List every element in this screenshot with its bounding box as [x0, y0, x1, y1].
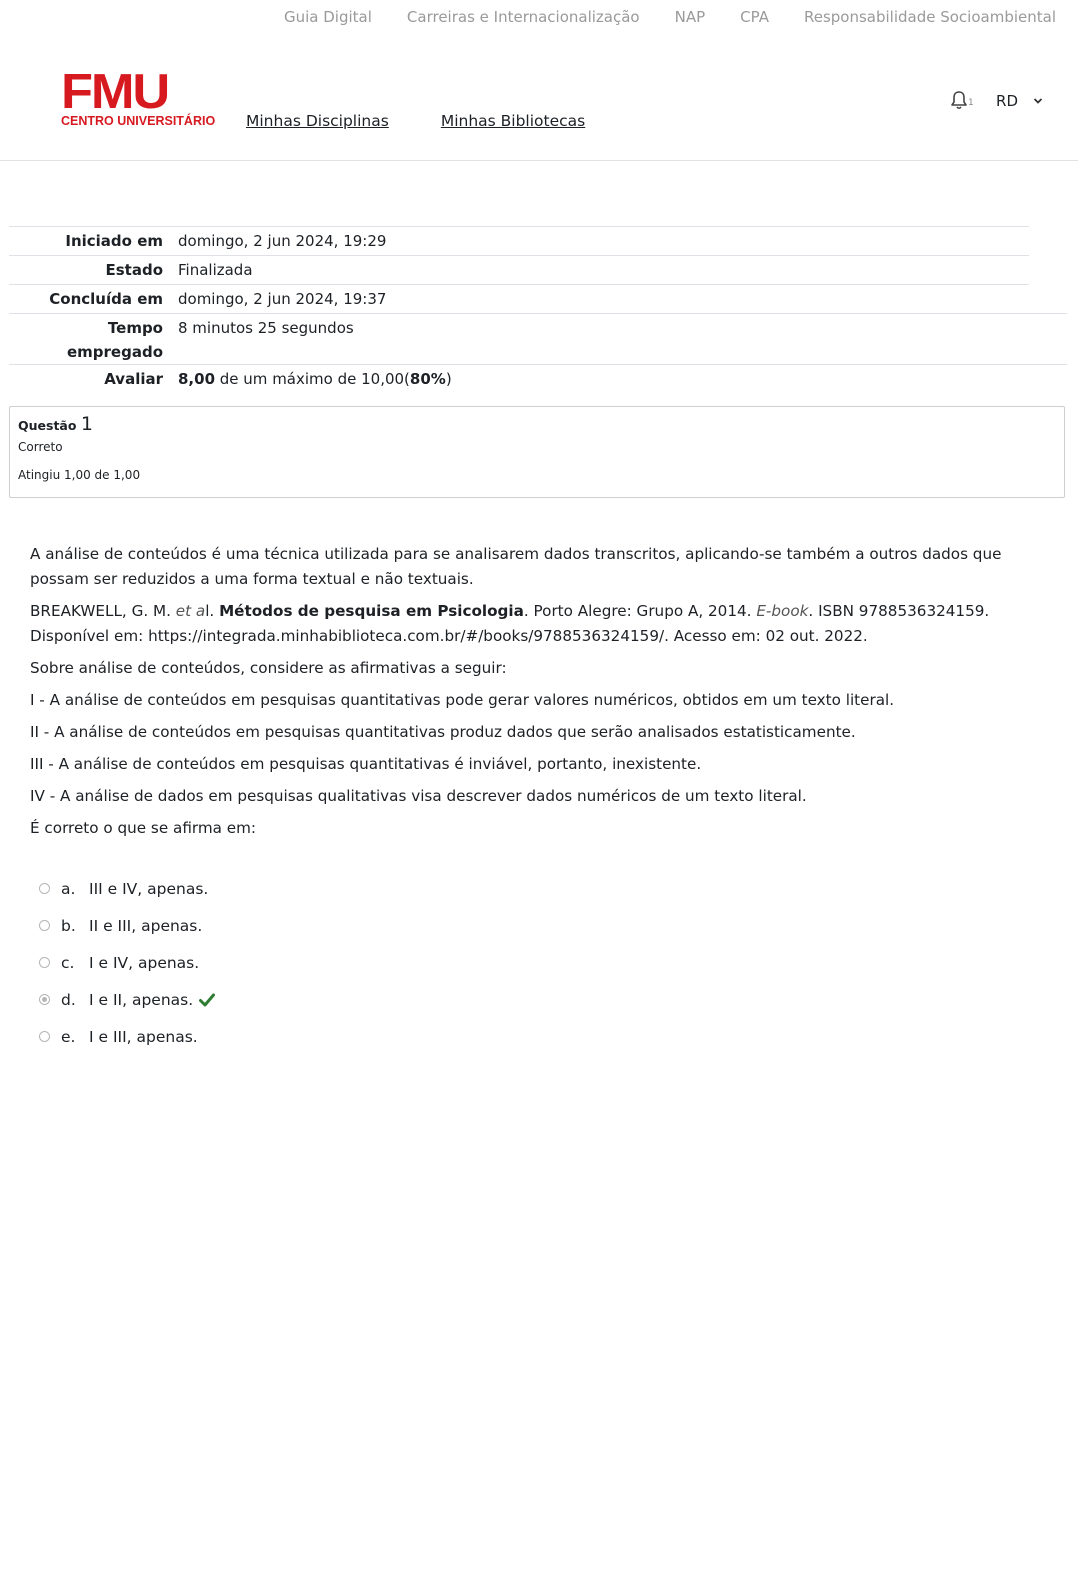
logo-mark: FMU	[61, 65, 169, 119]
question-grade: Atingiu 1,00 de 1,00	[18, 468, 141, 482]
check-icon	[199, 993, 215, 1007]
statement-iv: IV - A análise de dados em pesquisas qualitativas visa descrever dados numéricos de um texto literal.	[30, 787, 807, 805]
completed-label: Concluída em	[49, 290, 163, 308]
question-prompt: Sobre análise de conteúdos, considere as afirmativas a seguir:	[30, 659, 507, 677]
fmu-logo[interactable]	[61, 65, 216, 128]
summary-row-time	[9, 313, 1067, 364]
answer-option-d[interactable]	[39, 981, 215, 1018]
question-label: Questão	[18, 418, 77, 433]
question-state: Correto	[18, 440, 63, 454]
bell-icon	[950, 90, 968, 110]
question-number-value: 1	[80, 413, 93, 435]
option-letter-e: e.	[61, 1027, 76, 1046]
started-label: Iniciado em	[65, 232, 163, 250]
statement-iii: III - A análise de conteúdos em pesquisas quantitativas é inviável, portanto, inexistente.	[30, 755, 702, 773]
summary-row-started	[9, 226, 1029, 255]
ref-et-al: et a	[175, 602, 206, 620]
grade-max-text: de um máximo de 10,00(	[215, 370, 410, 388]
radio-a[interactable]	[39, 883, 50, 894]
chevron-down-icon[interactable]	[1032, 95, 1044, 107]
ref-title: Métodos de pesquisa em Psicologia	[219, 602, 524, 620]
user-initials[interactable]: RD	[996, 92, 1018, 110]
ref-ebook: E-book	[756, 602, 809, 620]
question-text	[30, 542, 1050, 848]
option-text-d: I e II, apenas.	[89, 990, 194, 1009]
completed-value: domingo, 2 jun 2024, 19:37	[178, 290, 387, 308]
option-text-c: I e IV, apenas.	[89, 953, 200, 972]
statement-i: I - A análise de conteúdos em pesquisas quantitativas pode gerar valores numéricos, obtidos em um texto literal.	[30, 691, 895, 709]
time-label	[9, 314, 178, 364]
ref-author: BREAKWELL, G. M.	[30, 602, 176, 620]
answer-option-e[interactable]	[39, 1018, 215, 1055]
grade-value	[178, 365, 452, 393]
answer-option-c[interactable]	[39, 944, 215, 981]
statement-ii: II - A análise de conteúdos em pesquisas quantitativas produz dados que serão analisados estatisticamente.	[30, 723, 856, 741]
summary-row-completed	[9, 284, 1029, 313]
top-link-carreiras[interactable]: Carreiras e Internacionalização	[406, 8, 640, 26]
radio-c[interactable]	[39, 957, 50, 968]
user-menu	[950, 90, 1044, 112]
time-label-line-2: empregado	[66, 343, 163, 361]
grade-label: Avaliar	[104, 370, 163, 388]
grade-score: 8,00	[178, 370, 216, 388]
ref-isbn-url: . ISBN 9788536324159. Disponível em: https://integrada.minhabiblioteca.com.br/#/books/9788536324159/. Acesso em: 02 out. 2022.	[30, 602, 990, 645]
main-nav	[246, 112, 585, 130]
state-value: Finalizada	[178, 261, 253, 279]
state-label: Estado	[105, 261, 163, 279]
radio-d-selected[interactable]	[39, 994, 50, 1005]
nav-minhas-disciplinas[interactable]: Minhas Disciplinas	[246, 112, 389, 130]
top-link-nap[interactable]: NAP	[674, 8, 706, 26]
notifications-button[interactable]	[950, 90, 974, 112]
summary-row-grade	[9, 364, 1067, 393]
option-text-b: II e III, apenas.	[89, 916, 203, 935]
answer-option-b[interactable]	[39, 907, 215, 944]
option-letter-b: b.	[61, 916, 76, 935]
option-letter-a: a.	[61, 879, 76, 898]
top-links	[284, 8, 1056, 26]
nav-minhas-bibliotecas[interactable]: Minhas Bibliotecas	[440, 112, 586, 130]
ref-al-suffix: l.	[205, 602, 220, 620]
answer-option-a[interactable]	[39, 870, 215, 907]
radio-b[interactable]	[39, 920, 50, 931]
started-value: domingo, 2 jun 2024, 19:29	[178, 232, 387, 250]
radio-e[interactable]	[39, 1031, 50, 1042]
time-value: 8 minutos 25 segundos	[178, 319, 354, 337]
question-ask: É correto o que se afirma em:	[30, 819, 257, 837]
grade-close-paren: )	[445, 370, 452, 388]
answer-options	[39, 870, 215, 1055]
option-text-a: III e IV, apenas.	[89, 879, 209, 898]
question-info-box	[9, 406, 1065, 498]
option-letter-c: c.	[61, 953, 75, 972]
site-header	[0, 42, 1078, 161]
top-link-cpa[interactable]: CPA	[740, 8, 769, 26]
time-label-line-1: Tempo	[107, 319, 163, 337]
question-number	[18, 413, 1056, 435]
attempt-summary	[9, 226, 1067, 393]
grade-percent: 80%	[409, 370, 446, 388]
top-link-guia-digital[interactable]: Guia Digital	[284, 8, 372, 26]
notification-count: 1	[968, 98, 974, 108]
top-link-responsabilidade[interactable]: Responsabilidade Socioambiental	[803, 8, 1056, 26]
logo-subtitle: CENTRO UNIVERSITÁRIO	[61, 114, 216, 128]
question-reference	[30, 599, 1050, 649]
question-intro: A análise de conteúdos é uma técnica utilizada para se analisarem dados transcritos, aplicando-se também a outros dados que possam ser reduzidos a uma forma textual e não textuais.	[30, 545, 1002, 588]
summary-row-state	[9, 255, 1029, 284]
ref-publisher: . Porto Alegre: Grupo A, 2014.	[523, 602, 757, 620]
option-letter-d: d.	[61, 990, 76, 1009]
option-text-e: I e III, apenas.	[89, 1027, 198, 1046]
